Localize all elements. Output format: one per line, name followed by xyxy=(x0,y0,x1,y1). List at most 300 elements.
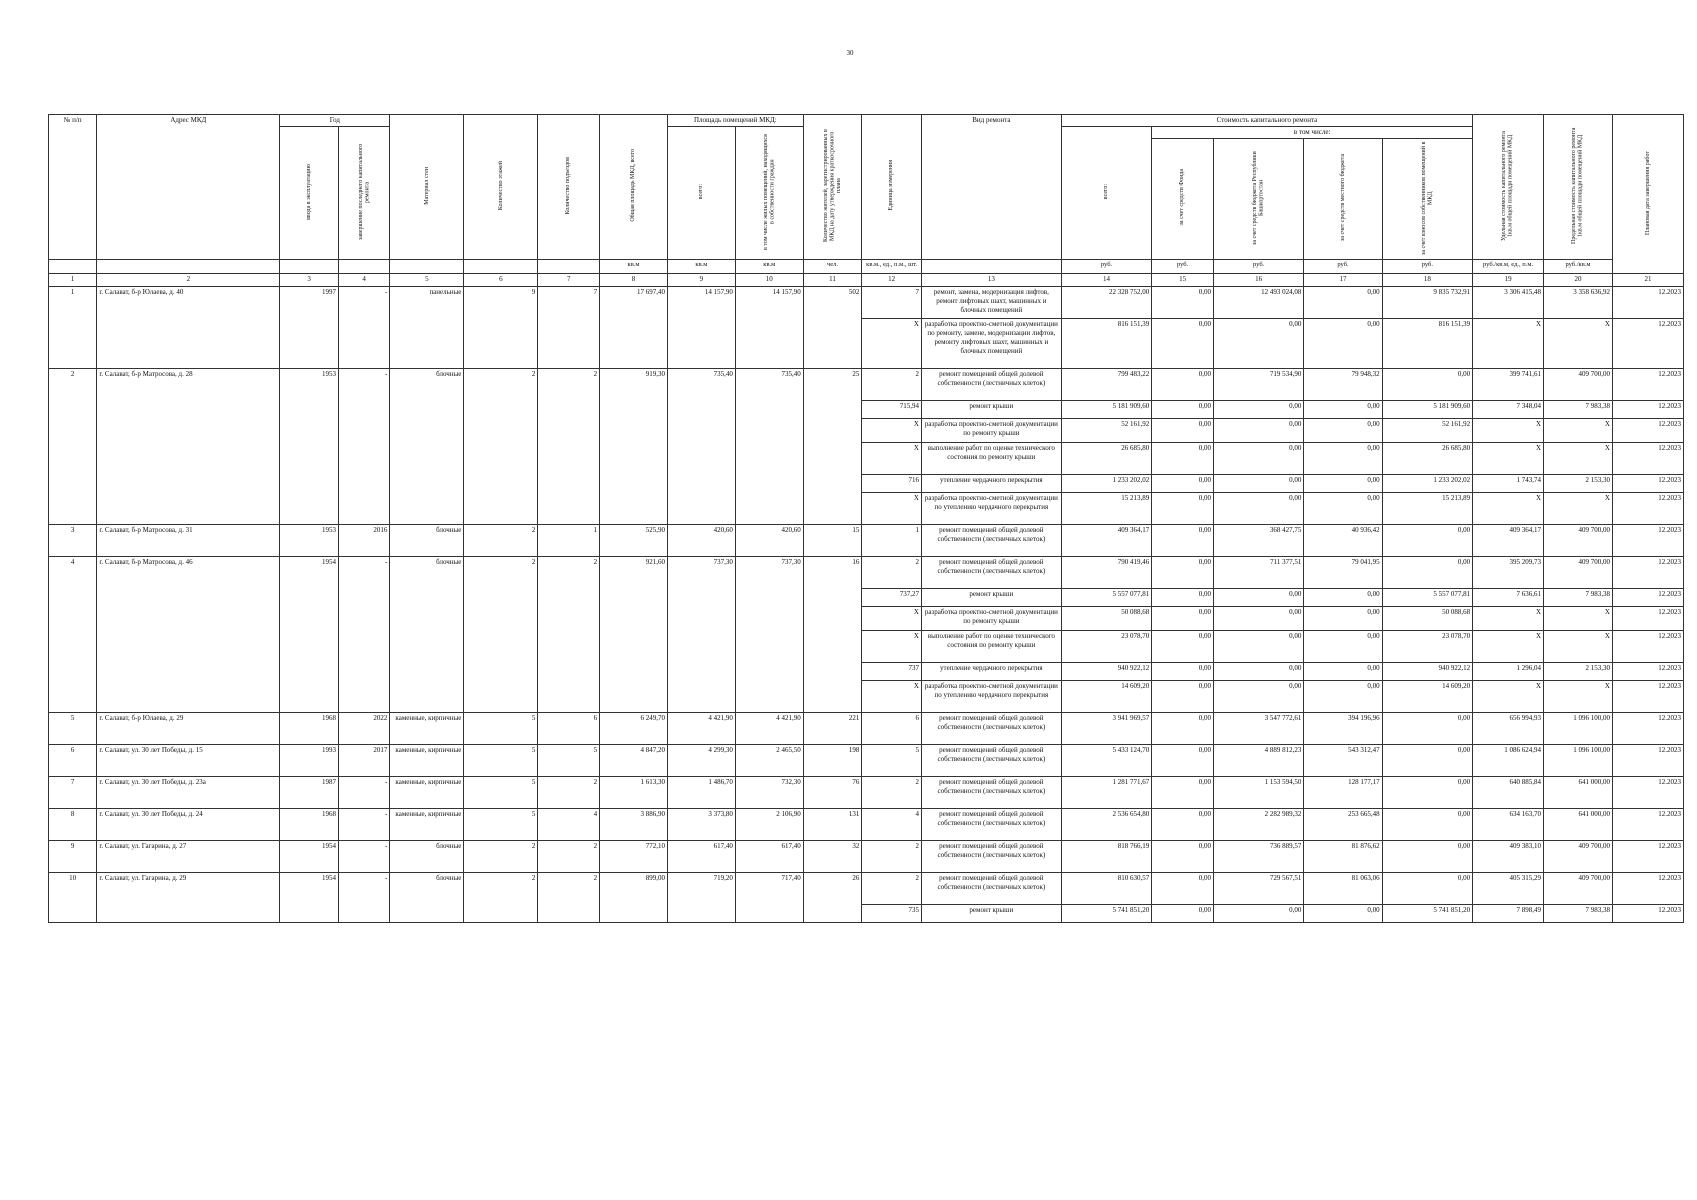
deadline-cell: 12.2023 xyxy=(1612,873,1683,905)
max-cost-cell: 641 000,00 xyxy=(1544,777,1613,809)
unit-cell: чел. xyxy=(803,260,862,274)
repair-type-cell: ремонт помещений общей долевой собственности (лестничных клеток) xyxy=(921,777,1061,809)
header-premises-group: Площадь помещений МКД: xyxy=(667,115,803,127)
cost-owners-cell: 26 685,80 xyxy=(1382,443,1473,475)
deadline-cell: 12.2023 xyxy=(1612,745,1683,777)
cost-local-cell: 253 665,48 xyxy=(1304,809,1382,841)
max-cost-cell: 409 700,00 xyxy=(1544,841,1613,873)
unit-cell: кв.м xyxy=(667,260,735,274)
cost-fund-cell: 0,00 xyxy=(1152,905,1214,923)
premises-residential-cell: 717,40 xyxy=(735,873,803,923)
cost-total-cell: 818 766,19 xyxy=(1061,841,1151,873)
repair-type-cell: разработка проектно-сметной документации по утеплению чердачного перекрытия xyxy=(921,681,1061,713)
unit-cell: кв.м xyxy=(735,260,803,274)
cost-rb-cell: 4 889 812,23 xyxy=(1213,745,1303,777)
unit-cost-cell: 395 209,73 xyxy=(1473,557,1544,589)
cost-rb-cell: 0,00 xyxy=(1213,443,1303,475)
cost-owners-cell: 50 088,68 xyxy=(1382,607,1473,631)
premises-residential-cell: 617,40 xyxy=(735,841,803,873)
column-number: 17 xyxy=(1304,274,1382,287)
total-area-cell: 17 697,40 xyxy=(600,287,668,369)
cost-owners-cell: 0,00 xyxy=(1382,809,1473,841)
floors-cell: 2 xyxy=(464,557,538,713)
unit-cell: 2 xyxy=(862,873,922,905)
wall-material-cell: блочные xyxy=(390,369,464,525)
column-number: 8 xyxy=(600,274,668,287)
column-number: 12 xyxy=(862,274,922,287)
repair-type-cell: ремонт, замена, модернизация лифтов, ремонт лифтовых шахт, машинных и блочных помещений xyxy=(921,287,1061,319)
repair-type-cell: ремонт помещений общей долевой собственности (лестничных клеток) xyxy=(921,525,1061,557)
cost-total-cell: 1 233 202,02 xyxy=(1061,475,1151,493)
cost-fund-cell: 0,00 xyxy=(1152,557,1214,589)
premises-total-cell: 3 373,80 xyxy=(667,809,735,841)
repair-type-cell: утепление чердачного перекрытия xyxy=(921,475,1061,493)
cost-total-cell: 2 536 654,80 xyxy=(1061,809,1151,841)
cost-rb-cell: 0,00 xyxy=(1213,589,1303,607)
cost-fund-cell: 0,00 xyxy=(1152,873,1214,905)
unit-cost-cell: X xyxy=(1473,493,1544,525)
unit-cell: X xyxy=(862,681,922,713)
year-commission-cell: 1968 xyxy=(280,809,339,841)
year-last-repair-cell: - xyxy=(338,287,389,369)
floors-cell: 2 xyxy=(464,841,538,873)
premises-residential-cell: 2 465,50 xyxy=(735,745,803,777)
cost-fund-cell: 0,00 xyxy=(1152,369,1214,401)
header-year-last-repair: завершение последнего капитального ремонта xyxy=(357,143,371,240)
max-cost-cell: X xyxy=(1544,681,1613,713)
residents-cell: 502 xyxy=(803,287,862,369)
cost-total-cell: 23 078,70 xyxy=(1061,631,1151,663)
cost-total-cell: 15 213,89 xyxy=(1061,493,1151,525)
header-floors: Количество этажей xyxy=(497,161,504,211)
header-unit-cost: Удельная стоимость капитального ремонта 1кв.м общей площади помещений МКД xyxy=(1501,130,1515,241)
cost-rb-cell: 0,00 xyxy=(1213,905,1303,923)
cost-owners-cell: 0,00 xyxy=(1382,745,1473,777)
header-cost-local: за счет средств местного бюджета xyxy=(1339,153,1346,242)
cost-fund-cell: 0,00 xyxy=(1152,475,1214,493)
entrances-cell: 1 xyxy=(538,525,600,557)
deadline-cell: 12.2023 xyxy=(1612,419,1683,443)
cost-local-cell: 0,00 xyxy=(1304,493,1382,525)
column-number: 9 xyxy=(667,274,735,287)
address-cell: г. Салават, ул. 30 лет Победы, д. 23а xyxy=(97,777,280,809)
deadline-cell: 12.2023 xyxy=(1612,905,1683,923)
row-number: 4 xyxy=(49,557,97,713)
unit-cell: руб. xyxy=(1382,260,1473,274)
premises-total-cell: 735,40 xyxy=(667,369,735,525)
year-commission-cell: 1954 xyxy=(280,557,339,713)
unit-cell: 737,27 xyxy=(862,589,922,607)
year-commission-cell: 1968 xyxy=(280,713,339,745)
address-cell: г. Салават, б-р Матросова, д. 31 xyxy=(97,525,280,557)
premises-residential-cell: 14 157,90 xyxy=(735,287,803,369)
cost-fund-cell: 0,00 xyxy=(1152,607,1214,631)
cost-local-cell: 128 177,17 xyxy=(1304,777,1382,809)
column-number: 7 xyxy=(538,274,600,287)
unit-cost-cell: 1 086 624,94 xyxy=(1473,745,1544,777)
cost-fund-cell: 0,00 xyxy=(1152,631,1214,663)
year-last-repair-cell: 2017 xyxy=(338,745,389,777)
cost-owners-cell: 0,00 xyxy=(1382,873,1473,905)
premises-total-cell: 1 486,70 xyxy=(667,777,735,809)
wall-material-cell: блочные xyxy=(390,841,464,873)
header-cost-group: Стоимость капитального ремонта xyxy=(1061,115,1472,127)
max-cost-cell: 1 096 100,00 xyxy=(1544,745,1613,777)
repair-type-cell: ремонт помещений общей долевой собственности (лестничных клеток) xyxy=(921,369,1061,401)
wall-material-cell: каменные, кирпичные xyxy=(390,745,464,777)
unit-cell: X xyxy=(862,419,922,443)
cost-owners-cell: 816 151,39 xyxy=(1382,319,1473,369)
header-premises-total: всего: xyxy=(698,184,705,200)
cost-fund-cell: 0,00 xyxy=(1152,525,1214,557)
unit-cell: 735 xyxy=(862,905,922,923)
header-year-group: Год xyxy=(280,115,390,127)
entrances-cell: 6 xyxy=(538,713,600,745)
year-last-repair-cell: - xyxy=(338,369,389,525)
year-commission-cell: 1987 xyxy=(280,777,339,809)
unit-cost-cell: X xyxy=(1473,319,1544,369)
column-number: 6 xyxy=(464,274,538,287)
cost-local-cell: 0,00 xyxy=(1304,419,1382,443)
entrances-cell: 4 xyxy=(538,809,600,841)
year-last-repair-cell: 2016 xyxy=(338,525,389,557)
deadline-cell: 12.2023 xyxy=(1612,475,1683,493)
unit-cell: 7 xyxy=(862,287,922,319)
header-max-cost: Предельная стоимость капитального ремонта 1кв.м общей площади помещений МКД xyxy=(1571,127,1584,244)
cost-total-cell: 14 609,20 xyxy=(1061,681,1151,713)
unit-cost-cell: 399 741,61 xyxy=(1473,369,1544,401)
premises-total-cell: 617,40 xyxy=(667,841,735,873)
unit-cell: X xyxy=(862,607,922,631)
repair-type-cell: ремонт помещений общей долевой собственности (лестничных клеток) xyxy=(921,873,1061,905)
cost-rb-cell: 12 493 024,08 xyxy=(1213,287,1303,319)
max-cost-cell: 1 096 100,00 xyxy=(1544,713,1613,745)
premises-residential-cell: 4 421,90 xyxy=(735,713,803,745)
cost-owners-cell: 1 233 202,02 xyxy=(1382,475,1473,493)
cost-owners-cell: 940 922,12 xyxy=(1382,663,1473,681)
cost-owners-cell: 9 835 732,91 xyxy=(1382,287,1473,319)
entrances-cell: 2 xyxy=(538,777,600,809)
unit-cell: X xyxy=(862,443,922,475)
deadline-cell: 12.2023 xyxy=(1612,631,1683,663)
cost-total-cell: 26 685,80 xyxy=(1061,443,1151,475)
deadline-cell: 12.2023 xyxy=(1612,607,1683,631)
year-commission-cell: 1954 xyxy=(280,873,339,923)
floors-cell: 2 xyxy=(464,369,538,525)
header-total-area: Общая площадь МКД, всего xyxy=(630,149,637,223)
cost-local-cell: 0,00 xyxy=(1304,663,1382,681)
year-last-repair-cell: - xyxy=(338,809,389,841)
unit-cell: 5 xyxy=(862,745,922,777)
cost-local-cell: 0,00 xyxy=(1304,631,1382,663)
premises-residential-cell: 737,30 xyxy=(735,557,803,713)
cost-total-cell: 5 741 851,20 xyxy=(1061,905,1151,923)
column-number-row xyxy=(49,274,1684,287)
repair-type-cell: утепление чердачного перекрытия xyxy=(921,663,1061,681)
total-area-cell: 3 886,90 xyxy=(600,809,668,841)
deadline-cell: 12.2023 xyxy=(1612,369,1683,401)
residents-cell: 16 xyxy=(803,557,862,713)
column-number: 4 xyxy=(338,274,389,287)
column-number: 19 xyxy=(1473,274,1544,287)
max-cost-cell: X xyxy=(1544,419,1613,443)
cost-rb-cell: 0,00 xyxy=(1213,475,1303,493)
column-number: 10 xyxy=(735,274,803,287)
address-cell: г. Салават, б-р Матросова, д. 46 xyxy=(97,557,280,713)
column-number: 20 xyxy=(1544,274,1613,287)
address-cell: г. Салават, ул. Гагарина, д. 27 xyxy=(97,841,280,873)
cost-rb-cell: 0,00 xyxy=(1213,631,1303,663)
repair-type-cell: ремонт крыши xyxy=(921,589,1061,607)
cost-fund-cell: 0,00 xyxy=(1152,443,1214,475)
repair-type-cell: разработка проектно-сметной документации по ремонту крыши xyxy=(921,607,1061,631)
address-cell: г. Салават, ул. Гагарина, д. 29 xyxy=(97,873,280,923)
repair-type-cell: ремонт крыши xyxy=(921,905,1061,923)
premises-total-cell: 4 299,30 xyxy=(667,745,735,777)
unit-cost-cell: 7 898,49 xyxy=(1473,905,1544,923)
cost-fund-cell: 0,00 xyxy=(1152,401,1214,419)
wall-material-cell: каменные, кирпичные xyxy=(390,777,464,809)
total-area-cell: 921,60 xyxy=(600,557,668,713)
cost-rb-cell: 0,00 xyxy=(1213,419,1303,443)
repair-type-cell: ремонт помещений общей долевой собственности (лестничных клеток) xyxy=(921,713,1061,745)
floors-cell: 5 xyxy=(464,809,538,841)
cost-owners-cell: 0,00 xyxy=(1382,369,1473,401)
deadline-cell: 12.2023 xyxy=(1612,319,1683,369)
unit-cost-cell: 634 163,70 xyxy=(1473,809,1544,841)
wall-material-cell: панельные xyxy=(390,287,464,369)
cost-fund-cell: 0,00 xyxy=(1152,663,1214,681)
wall-material-cell: каменные, кирпичные xyxy=(390,713,464,745)
cost-rb-cell: 368 427,75 xyxy=(1213,525,1303,557)
cost-owners-cell: 0,00 xyxy=(1382,777,1473,809)
column-number: 21 xyxy=(1612,274,1683,287)
max-cost-cell: X xyxy=(1544,319,1613,369)
floors-cell: 2 xyxy=(464,873,538,923)
unit-cell: X xyxy=(862,493,922,525)
unit-cell: X xyxy=(862,631,922,663)
cost-local-cell: 0,00 xyxy=(1304,287,1382,319)
cost-fund-cell: 0,00 xyxy=(1152,419,1214,443)
max-cost-cell: 7 983,38 xyxy=(1544,589,1613,607)
column-number: 11 xyxy=(803,274,862,287)
table-body xyxy=(49,287,1684,923)
residents-cell: 76 xyxy=(803,777,862,809)
max-cost-cell: 7 983,38 xyxy=(1544,401,1613,419)
header-n: № п/п xyxy=(49,115,97,260)
year-commission-cell: 1997 xyxy=(280,287,339,369)
premises-total-cell: 719,20 xyxy=(667,873,735,923)
cost-local-cell: 81 063,06 xyxy=(1304,873,1382,905)
year-last-repair-cell: - xyxy=(338,777,389,809)
entrances-cell: 2 xyxy=(538,369,600,525)
wall-material-cell: каменные, кирпичные xyxy=(390,809,464,841)
cost-owners-cell: 23 078,70 xyxy=(1382,631,1473,663)
header-address: Адрес МКД xyxy=(97,115,280,260)
residents-cell: 26 xyxy=(803,873,862,923)
max-cost-cell: X xyxy=(1544,607,1613,631)
row-number: 7 xyxy=(49,777,97,809)
max-cost-cell: 7 983,38 xyxy=(1544,905,1613,923)
unit-cell: руб. xyxy=(1304,260,1382,274)
deadline-cell: 12.2023 xyxy=(1612,777,1683,809)
cost-rb-cell: 2 282 989,32 xyxy=(1213,809,1303,841)
repair-type-cell: выполнение работ по оценке технического состояния по ремонту крыши xyxy=(921,443,1061,475)
address-cell: г. Салават, б-р Юлаева, д. 40 xyxy=(97,287,280,369)
unit-cell: 2 xyxy=(862,777,922,809)
cost-total-cell: 790 419,46 xyxy=(1061,557,1151,589)
unit-cell: руб./кв.м, ед., п.м. xyxy=(1473,260,1544,274)
total-area-cell: 772,10 xyxy=(600,841,668,873)
floors-cell: 5 xyxy=(464,777,538,809)
address-cell: г. Салават, б-р Матросова, д. 28 xyxy=(97,369,280,525)
repair-type-cell: ремонт помещений общей долевой собственности (лестничных клеток) xyxy=(921,557,1061,589)
address-cell: г. Салават, б-р Юлаева, д. 29 xyxy=(97,713,280,745)
floors-cell: 5 xyxy=(464,713,538,745)
header-premises-residential: в том числе жилых помещений, находящихся в собственности граждан xyxy=(762,133,776,250)
cost-owners-cell: 5 741 851,20 xyxy=(1382,905,1473,923)
header-entrances: Количество подъездов xyxy=(565,157,572,215)
cost-total-cell: 5 181 909,60 xyxy=(1061,401,1151,419)
cost-owners-cell: 15 213,89 xyxy=(1382,493,1473,525)
total-area-cell: 919,30 xyxy=(600,369,668,525)
cost-owners-cell: 14 609,20 xyxy=(1382,681,1473,713)
unit-cost-cell: 409 364,17 xyxy=(1473,525,1544,557)
year-commission-cell: 1993 xyxy=(280,745,339,777)
residents-cell: 198 xyxy=(803,745,862,777)
page-number: 30 xyxy=(846,49,854,57)
row-number: 5 xyxy=(49,713,97,745)
cost-local-cell: 0,00 xyxy=(1304,475,1382,493)
floors-cell: 2 xyxy=(464,525,538,557)
header-unit: Единица измерения xyxy=(888,160,895,212)
max-cost-cell: 409 700,00 xyxy=(1544,525,1613,557)
cost-fund-cell: 0,00 xyxy=(1152,319,1214,369)
wall-material-cell: блочные xyxy=(390,557,464,713)
header-deadline: Плановая дата завершения работ xyxy=(1644,150,1651,235)
max-cost-cell: 409 700,00 xyxy=(1544,873,1613,905)
unit-cell: 715,94 xyxy=(862,401,922,419)
floors-cell: 9 xyxy=(464,287,538,369)
cost-owners-cell: 0,00 xyxy=(1382,841,1473,873)
table-header xyxy=(49,115,1684,287)
premises-total-cell: 737,30 xyxy=(667,557,735,713)
table-row xyxy=(49,713,1684,745)
table-row xyxy=(49,557,1684,589)
max-cost-cell: 409 700,00 xyxy=(1544,557,1613,589)
unit-cell: руб. xyxy=(1152,260,1214,274)
table-row xyxy=(49,369,1684,401)
row-number: 10 xyxy=(49,873,97,923)
column-number: 15 xyxy=(1152,274,1214,287)
repair-type-cell: разработка проектно-сметной документации по ремонту, замене, модернизации лифтов, ремонту лифтовых шахт, машинных и блочных помещений xyxy=(921,319,1061,369)
year-commission-cell: 1953 xyxy=(280,525,339,557)
table-row xyxy=(49,873,1684,905)
unit-cell: кв.м., ед., п.м., шт. xyxy=(862,260,922,274)
cost-rb-cell: 719 534,90 xyxy=(1213,369,1303,401)
deadline-cell: 12.2023 xyxy=(1612,525,1683,557)
unit-cost-cell: 656 994,93 xyxy=(1473,713,1544,745)
total-area-cell: 6 249,70 xyxy=(600,713,668,745)
cost-total-cell: 5 557 077,81 xyxy=(1061,589,1151,607)
cost-local-cell: 79 948,32 xyxy=(1304,369,1382,401)
entrances-cell: 5 xyxy=(538,745,600,777)
year-last-repair-cell: - xyxy=(338,557,389,713)
repair-type-cell: разработка проектно-сметной документации по утеплению чердачного перекрытия xyxy=(921,493,1061,525)
cost-owners-cell: 5 557 077,81 xyxy=(1382,589,1473,607)
deadline-cell: 12.2023 xyxy=(1612,493,1683,525)
column-number: 18 xyxy=(1382,274,1473,287)
cost-local-cell: 543 312,47 xyxy=(1304,745,1382,777)
cost-total-cell: 799 483,22 xyxy=(1061,369,1151,401)
cost-owners-cell: 0,00 xyxy=(1382,557,1473,589)
cost-total-cell: 50 088,68 xyxy=(1061,607,1151,631)
max-cost-cell: X xyxy=(1544,631,1613,663)
premises-residential-cell: 735,40 xyxy=(735,369,803,525)
unit-cost-cell: X xyxy=(1473,681,1544,713)
cost-fund-cell: 0,00 xyxy=(1152,841,1214,873)
unit-cell: кв.м xyxy=(600,260,668,274)
premises-total-cell: 4 421,90 xyxy=(667,713,735,745)
cost-total-cell: 409 364,17 xyxy=(1061,525,1151,557)
cost-owners-cell: 0,00 xyxy=(1382,525,1473,557)
column-number: 13 xyxy=(921,274,1061,287)
cost-local-cell: 0,00 xyxy=(1304,319,1382,369)
premises-residential-cell: 420,60 xyxy=(735,525,803,557)
year-commission-cell: 1953 xyxy=(280,369,339,525)
entrances-cell: 7 xyxy=(538,287,600,369)
table-row xyxy=(49,841,1684,873)
total-area-cell: 899,00 xyxy=(600,873,668,923)
unit-cost-cell: X xyxy=(1473,419,1544,443)
year-last-repair-cell: - xyxy=(338,873,389,923)
deadline-cell: 12.2023 xyxy=(1612,287,1683,319)
deadline-cell: 12.2023 xyxy=(1612,443,1683,475)
row-number: 9 xyxy=(49,841,97,873)
cost-local-cell: 79 041,95 xyxy=(1304,557,1382,589)
premises-total-cell: 14 157,90 xyxy=(667,287,735,369)
cost-rb-cell: 711 377,51 xyxy=(1213,557,1303,589)
cost-fund-cell: 0,00 xyxy=(1152,589,1214,607)
year-last-repair-cell: - xyxy=(338,841,389,873)
unit-cost-cell: 7 348,04 xyxy=(1473,401,1544,419)
total-area-cell: 1 613,30 xyxy=(600,777,668,809)
unit-cell: 1 xyxy=(862,525,922,557)
row-number: 1 xyxy=(49,287,97,369)
entrances-cell: 2 xyxy=(538,557,600,713)
max-cost-cell: X xyxy=(1544,493,1613,525)
residents-cell: 221 xyxy=(803,713,862,745)
cost-fund-cell: 0,00 xyxy=(1152,809,1214,841)
header-cost-owners: за счет взносов собственников помещений в МКД xyxy=(1420,140,1434,255)
cost-fund-cell: 0,00 xyxy=(1152,287,1214,319)
cost-rb-cell: 0,00 xyxy=(1213,663,1303,681)
year-last-repair-cell: 2022 xyxy=(338,713,389,745)
max-cost-cell: 3 358 636,92 xyxy=(1544,287,1613,319)
repair-type-cell: ремонт помещений общей долевой собственности (лестничных клеток) xyxy=(921,745,1061,777)
cost-fund-cell: 0,00 xyxy=(1152,777,1214,809)
cost-local-cell: 0,00 xyxy=(1304,905,1382,923)
cost-local-cell: 394 196,96 xyxy=(1304,713,1382,745)
row-number: 2 xyxy=(49,369,97,525)
entrances-cell: 2 xyxy=(538,841,600,873)
cost-rb-cell: 0,00 xyxy=(1213,607,1303,631)
premises-residential-cell: 732,30 xyxy=(735,777,803,809)
cost-total-cell: 810 630,57 xyxy=(1061,873,1151,905)
header-wall-material: Материал стен xyxy=(423,166,430,205)
floors-cell: 5 xyxy=(464,745,538,777)
cost-owners-cell: 0,00 xyxy=(1382,713,1473,745)
